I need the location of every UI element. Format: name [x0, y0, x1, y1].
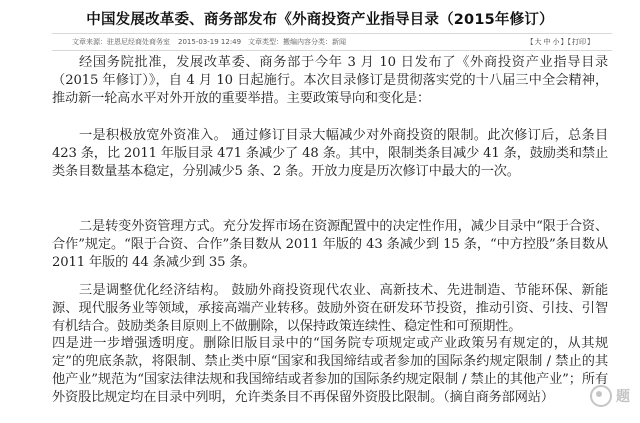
watermark-text: 题 — [616, 389, 630, 405]
article-type: 文章类型：搬编 — [248, 38, 297, 46]
article-source: 文章来源：驻恩尼经商处商务室 — [72, 38, 170, 46]
font-medium-link[interactable]: 中 — [543, 38, 551, 46]
paragraph-point-1: 一是积极放宽外资准入。 通过修订目录大幅减少对外商投资的限制。此次修订后，总条目 423 条，比 2011 年版目录 471 条减少了 48 条。其中，限制类条目减少 41 条，鼓励类和禁止类条目数量基本稳定，分别减少5 条、2 条。开放力度是历次修订中最大的一次。 — [52, 128, 608, 179]
article-category: 内容分类：新闻 — [297, 38, 346, 46]
font-size-tools: 【大 中 小】【打印】 — [526, 38, 594, 46]
paragraph-point-3: 三是调整优化经济结构。 鼓励外商投资现代农业、高新技术、先进制造、节能环保、新能源、现代服务业等领域，承接高端产业转移。鼓励外资在研发环节投资，推动引资、引技、引智有机结合。鼓励类条目原则上不做删除，以保持政策连续性、稳定性和可预期性。 — [52, 283, 608, 334]
watermark-icon — [590, 385, 612, 407]
article-title: 中国发展改革委、商务部发布《外商投资产业指导目录（2015年修订） — [86, 12, 554, 28]
print-link[interactable]: 打印 — [572, 38, 586, 46]
watermark-logo — [590, 385, 630, 407]
paragraph-intro: 经国务院批准，发展改革委、商务部于今年 3 月 10 日发布了《外商投资产业指导目录（2015 年修订）》，自 4 月 10 日起施行。本次目录修订是贯彻落实党的十八届三中全会精神，推动新一轮高水平对外开放的重要举措。主要政策导向和变化是： — [52, 55, 608, 106]
font-large-link[interactable]: 大 — [534, 38, 542, 46]
article-meta-bar — [52, 33, 612, 51]
paragraph-point-2: 二是转变外资管理方式。充分发挥市场在资源配置中的决定性作用，减少目录中“限于合资、合作”规定。“限于合资、合作”条目数从 2011 年版的 43 条减少到 15 条，“中方控股”条目数从 2011 年版的 44 条减少到 35 条。 — [52, 219, 608, 270]
font-small-link[interactable]: 小 — [552, 38, 560, 46]
article-date: 2015-03-19 12:49 — [178, 38, 242, 46]
paragraph-point-4: 四是进一步增强透明度。删除旧版目录中的“国务院专项规定或产业政策另有规定的，从其规定”的兜底条款，将限制、禁止类中原“国家和我国缔结或者参加的国际条约规定限制 / 禁止的其他产业”规范为“国家法律法规和我国缔结或者参加的国际条约规定限制 / 禁止的其他产业”；所有外资股比规定均在目录中列明，允许类条目不再保留外资股比限制。（摘自商务部网站） — [52, 336, 608, 405]
